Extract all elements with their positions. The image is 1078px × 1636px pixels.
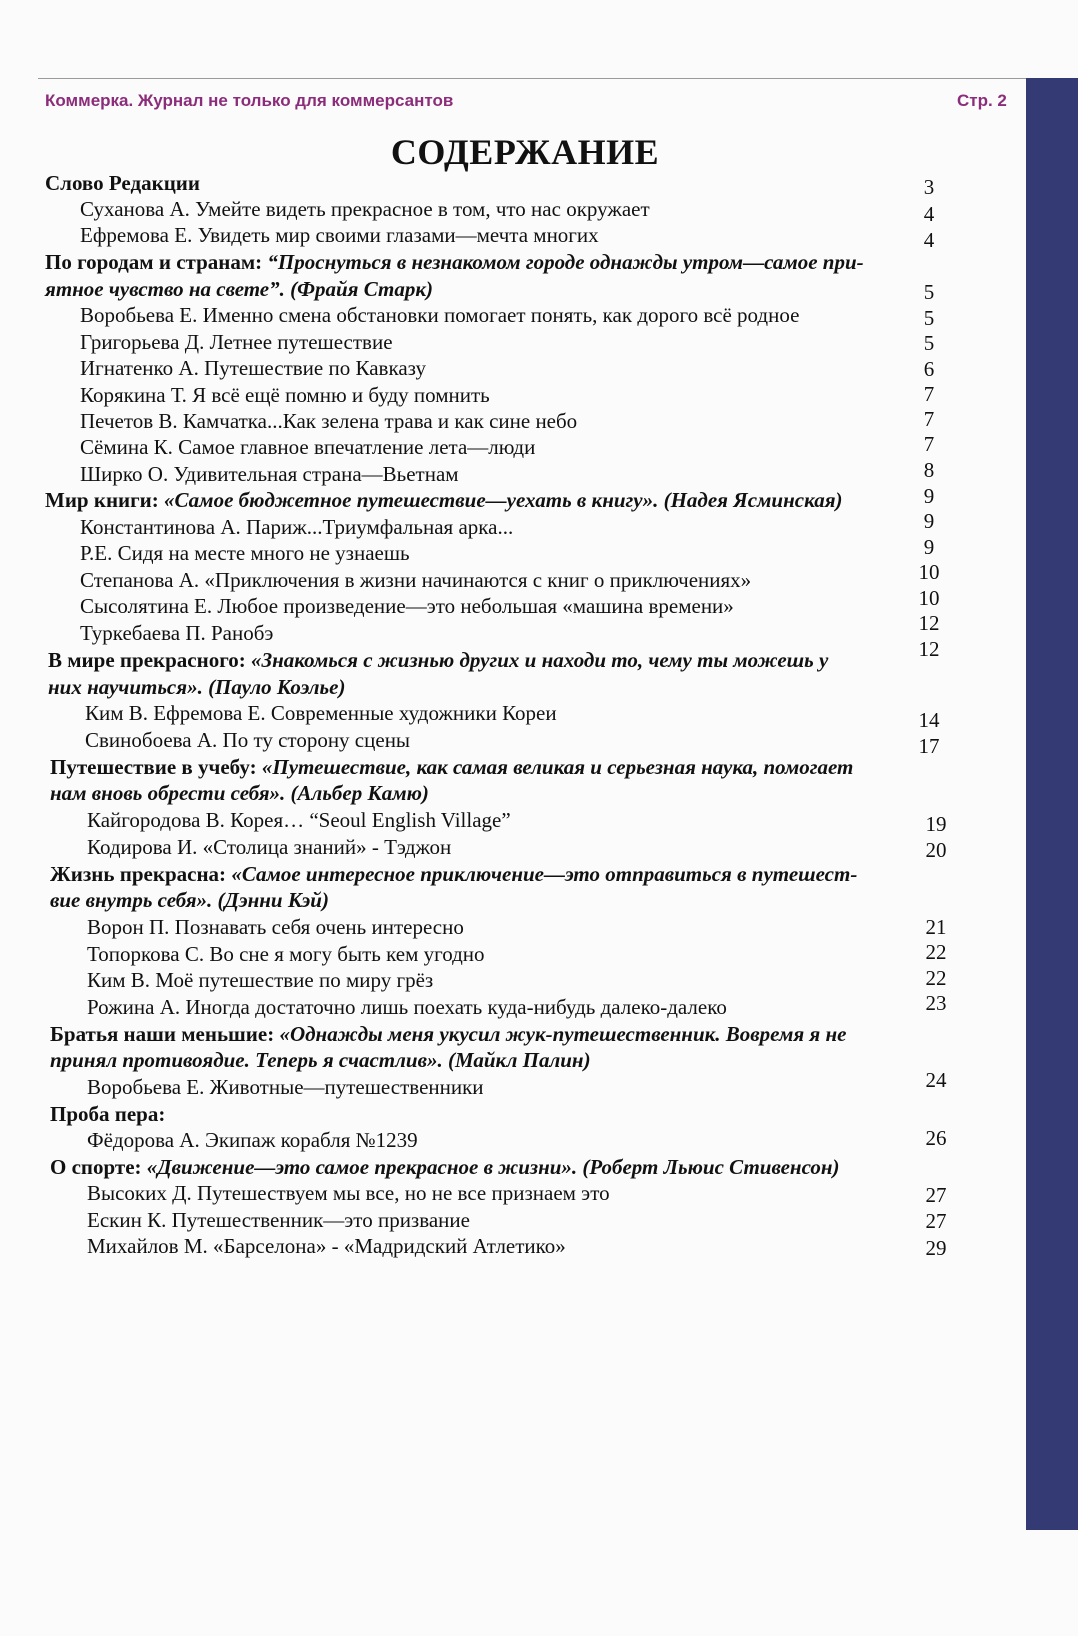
toc-entry: Ескин К. Путешественник—это призвание [87,1208,470,1232]
section-epigraph: «Самое интересное приключение—это отправиться в путешест- [231,862,858,886]
toc-entry: Ефремова Е. Увидеть мир своими глазами—мечта многих [80,223,599,247]
section-page: 12 [918,637,940,661]
toc-entry: Михайлов М. «Барселона» - «Мадридский Атлетико» [87,1234,566,1258]
toc-entry: Воробьева Е. Животные—путешественники [87,1075,484,1099]
page-number: Стр. 2 [957,91,1007,110]
section-heading-line [50,754,853,780]
section-heading: Жизнь прекрасна: [50,862,227,886]
toc-entry-page: 8 [923,458,935,482]
section-heading-line [48,647,828,673]
section-epigraph-continued: ятное чувство на свете”. (Фрайя Старк) [45,277,433,301]
toc-entry-page: 14 [918,708,940,732]
toc-entry: Высоких Д. Путешествуем мы все, но не все признаем это [87,1181,610,1205]
section-epigraph-continued: принял противоядие. Теперь я счастлив». (Майкл Палин) [50,1048,591,1072]
toc-entry: Топоркова С. Во сне я могу быть кем угодно [87,942,485,966]
section-epigraph-continued: них научиться». (Пауло Коэлье) [48,675,346,699]
toc-entry-page: 23 [925,991,947,1015]
toc-entry: Р.Е. Сидя на месте много не узнаешь [80,541,410,565]
toc-entry-page: 4 [923,228,935,252]
section-page: 9 [923,484,935,508]
toc-entry: Сёмина К. Самое главное впечатление лета—люди [80,435,536,459]
toc-entry: Печетов В. Камчатка...Как зелена трава и как сине небо [80,409,578,433]
section-epigraph-continued: вие внутрь себя». (Дэнни Кэй) [50,888,329,912]
toc-entry-page: 26 [925,1126,947,1150]
section-heading: Братья наши меньшие: [50,1022,275,1046]
section-heading-line [45,487,843,513]
section-heading: Проба пера: [50,1102,166,1126]
section-epigraph: «Однажды меня укусил жук-путешественник. Вовремя я не [279,1022,847,1046]
section-epigraph: «Самое бюджетное путешествие—уехать в книгу». (Надея Ясминская) [164,488,843,512]
section-epigraph: «Движение—это самое прекрасное в жизни». (Роберт Льюис Стивенсон) [146,1155,840,1179]
toc-entry: Ворон П. Познавать себя очень интересно [87,915,464,939]
section-heading: В мире прекрасного: [48,648,246,672]
section-heading-line [50,861,857,887]
toc-entry: Ким В. Моё путешествие по миру грёз [87,968,434,992]
toc-entry-page: 22 [925,966,947,990]
toc-entry-page: 27 [925,1183,947,1207]
toc-entry: Фёдорова А. Экипаж корабля №1239 [87,1128,418,1152]
toc-entry: Суханова А. Умейте видеть прекрасное в том, что нас окружает [80,197,650,221]
toc-entry-page: 12 [918,611,940,635]
toc-entry-page: 22 [925,940,947,964]
section-heading-line [50,1154,840,1180]
toc-entry: Рожина А. Иногда достаточно лишь поехать куда-нибудь далеко-далеко [87,995,727,1019]
toc-entry: Кодирова И. «Столица знаний» - Тэджон [87,835,452,859]
section-epigraph: «Знакомься с жизнью других и находи то, чему ты можешь у [250,648,829,672]
section-epigraph-continued: нам вновь обрести себя». (Альбер Камю) [50,781,429,805]
side-color-bar [1026,78,1078,1530]
toc-entry-page: 10 [918,560,940,584]
toc-entry: Воробьева Е. Именно смена обстановки помогает понять, как дорого всё родное [80,303,800,327]
section-epigraph: “Проснуться в незнакомом городе однажды утром—самое при- [267,250,864,274]
toc-entry-page: 10 [918,586,940,610]
toc-entry-page: 20 [925,838,947,862]
toc-entry: Степанова А. «Приключения в жизни начинаются с книг о приключениях» [80,568,752,592]
toc-entry: Кайгородова В. Корея… “Seoul English Village” [87,808,511,832]
toc-entry-page: 4 [923,202,935,226]
toc-entry: Ширко О. Удивительная страна—Вьетнам [80,462,459,486]
toc-entry-page: 21 [925,915,947,939]
section-page: 5 [923,280,935,304]
toc-entry-page: 24 [925,1068,947,1092]
journal-title: Коммерка. Журнал не только для коммерсантов [45,91,454,110]
section-heading-line [50,1021,846,1047]
section-heading: Слово Редакции [45,171,200,195]
toc-entry: Свинобоева А. По ту сторону сцены [85,728,411,752]
toc-entry-page: 5 [923,306,935,330]
toc-entry-page: 5 [923,331,935,355]
toc-entry: Григорьева Д. Летнее путешествие [80,330,393,354]
toc-entry-page: 9 [923,535,935,559]
toc-entry: Игнатенко А. Путешествие по Кавказу [80,356,426,380]
toc-entry-page: 17 [918,734,940,758]
section-heading: По городам и странам: [45,250,263,274]
toc-entry-page: 7 [923,432,935,456]
toc-entry: Ким В. Ефремова Е. Современные художники Кореи [85,701,557,725]
section-epigraph: «Путешествие, как самая великая и серьезная наука, помогает [261,755,854,779]
page-title: СОДЕРЖАНИЕ [390,132,660,172]
toc-entry: Туркебаева П. Ранобэ [80,621,274,645]
toc-entry-page: 19 [925,812,947,836]
section-heading: Мир книги: [45,488,159,512]
toc-entry-page: 29 [925,1236,947,1260]
toc-entry-page: 6 [923,357,935,381]
toc-entry: Сысолятина Е. Любое произведение—это небольшая «машина времени» [80,594,734,618]
toc-entry: Константинова А. Париж...Триумфальная арка... [80,515,514,539]
section-heading: О спорте: [50,1155,142,1179]
section-heading-line [45,249,864,275]
toc-entry: Корякина Т. Я всё ещё помню и буду помнить [80,383,490,407]
section-page: 3 [923,175,935,199]
toc-entry-page: 27 [925,1209,947,1233]
toc-entry-page: 7 [923,382,935,406]
toc-entry-page: 7 [923,407,935,431]
toc-entry-page: 9 [923,509,935,533]
section-heading: Путешествие в учебу: [50,755,257,779]
